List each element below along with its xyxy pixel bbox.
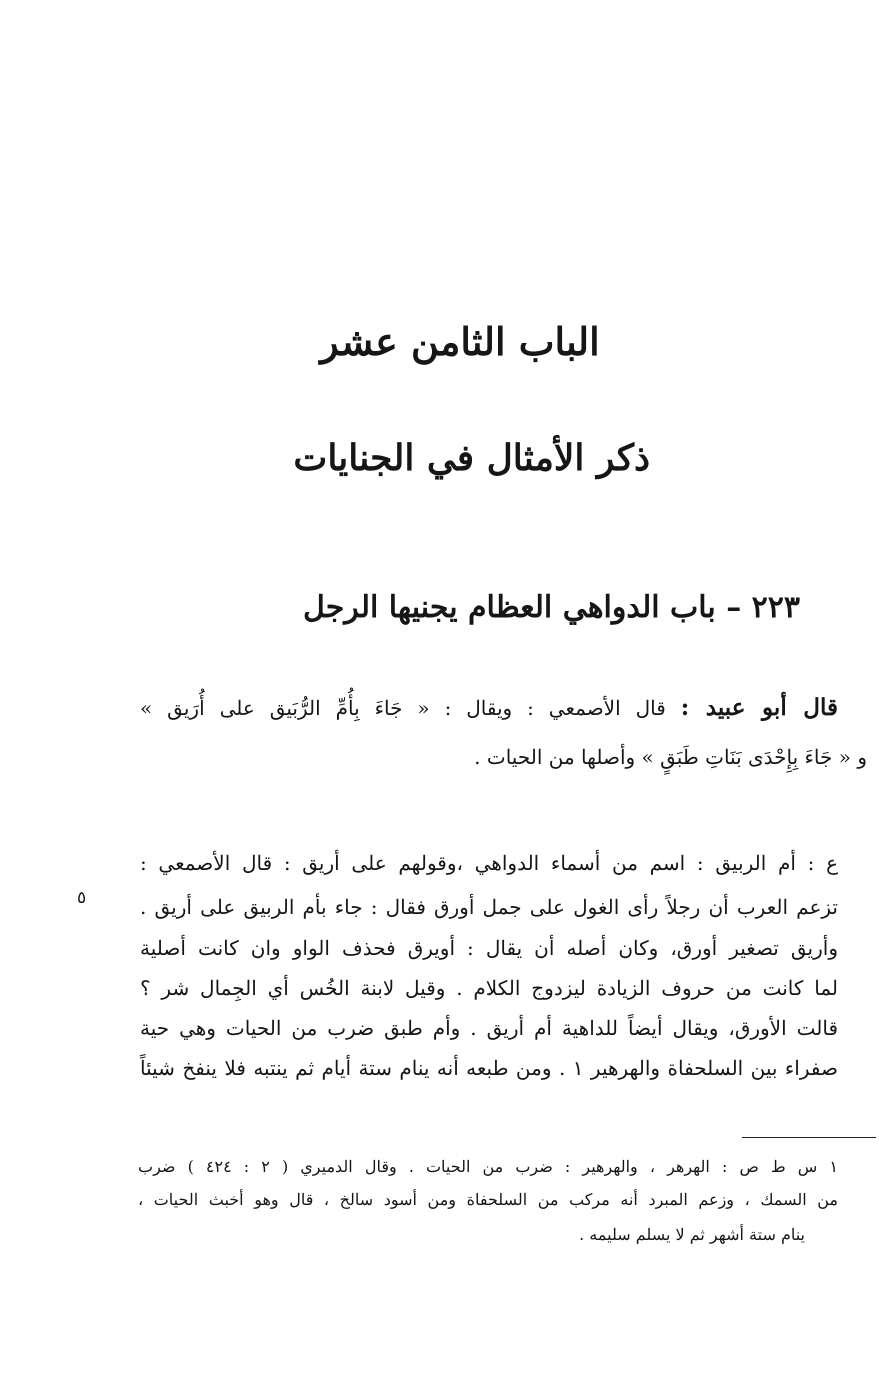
commentary-line-4: لما كانت من حروف الزيادة ليزدوج الكلام . وقيل لابنة الخُس أي الجِمال شر ؟ <box>140 976 838 1000</box>
section-heading <box>250 585 800 631</box>
footnote-divider <box>742 1137 876 1138</box>
intro-lead: قال أبو عبيد : <box>680 694 839 721</box>
intro-line-1 <box>140 688 838 728</box>
chapter-title: الباب الثامن عشر <box>320 319 600 364</box>
footnote-line-2: من السمك ، وزعم المبرد أنه مركب من السلحفاة ومن أسود سالخ ، قال وهو أخبث الحيات ، <box>138 1190 839 1209</box>
commentary-line-2: تزعم العرب أن رجلاً رأى الغول على جمل أورق فقال : جاء بأم الربيق على أريق . <box>140 895 838 919</box>
section-separator: – <box>726 590 742 625</box>
intro-line-2: و « جَاءَ بِإِحْدَى بَنَاتِ طَبَقٍ » وأصلها من الحيات . <box>474 745 867 769</box>
section-number: ٢٢٣ <box>751 590 800 625</box>
commentary-line-6: صفراء بين السلحفاة والهرهير ١ . ومن طبعه أنه ينام ستة أيام ثم ينتبه فلا ينفخ شيئاً <box>140 1056 838 1080</box>
section-title: باب الدواهي العظام يجنيها الرجل <box>303 590 716 625</box>
commentary-line-5: قالت الأورق، ويقال أيضاً للداهية أم أريق . وأم طبق ضرب من الحيات وهي حية <box>140 1016 838 1040</box>
commentary-line-3: وأريق تصغير أورق، وكان أصله أن يقال : أويرق فحذف الواو وان كانت أصلية <box>140 936 838 960</box>
commentary-line-1: ع : أم الربيق : اسم من أسماء الدواهي ،وقولهم على أريق : قال الأصمعي : <box>140 851 838 875</box>
footnote-line-3: ينام ستة أشهر ثم لا يسلم سليمه . <box>579 1225 805 1244</box>
footnote-line-1: ١ س ط ص : الهرهر ، والهرهير : ضرب من الحيات . وقال الدميري ( ٢ : ٤٢٤ ) ضرب <box>138 1157 839 1176</box>
intro-line-1-text: قال الأصمعي : ويقال : « جَاءَ بِأُمِّ الرُّبَيق على أُرَيق » <box>140 696 666 720</box>
chapter-subtitle: ذكر الأمثال في الجنايات <box>293 437 650 479</box>
margin-line-number: ٥ <box>77 888 87 908</box>
